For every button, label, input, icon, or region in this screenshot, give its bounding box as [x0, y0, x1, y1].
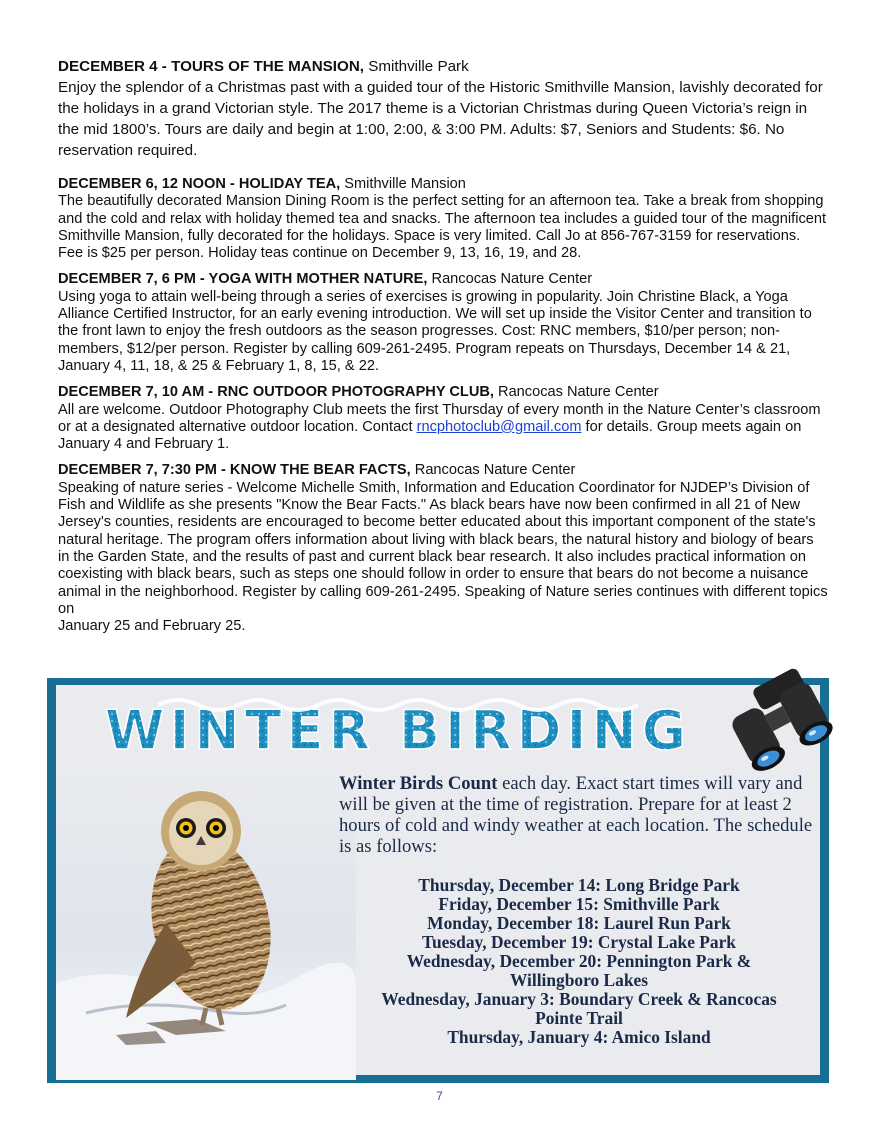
- event-location: Smithville Mansion: [340, 176, 466, 192]
- event-tours-of-the-mansion: [58, 56, 828, 161]
- schedule-row: Wednesday, December 20: Pennington Park &: [406, 951, 752, 971]
- event-location: Rancocas Nature Center: [427, 271, 593, 288]
- schedule-row: Friday, December 15: Smithville Park: [438, 894, 720, 914]
- intro-body: each day. Exact start times will vary and will be given at the time of registration. Prepare for at least 2 hours of cold and windy weather at each location. The schedule is as follows:: [339, 773, 813, 857]
- schedule-row: Monday, December 18: Laurel Run Park: [427, 913, 731, 933]
- event-description: All are welcome. Outdoor Photography Club meets the first Thursday of every month in the Nature Center’s classroom or at a designated alternative outdoor location. Contact rncphotoclub@gmail.com for details. Group meets again on January 4 and February 1.: [58, 401, 821, 453]
- winter-birding-banner: [104, 691, 692, 767]
- event-heading: DECEMBER 7, 7:30 PM - KNOW THE BEAR FACTS,: [58, 462, 411, 479]
- event-holiday-tea: [58, 176, 828, 262]
- schedule-row: Willingboro Lakes: [509, 970, 649, 990]
- event-description: The beautifully decorated Mansion Dining Room is the perfect setting for an afternoon tea. Take a break from shopping and the cold and relax with holiday themed tea and snacks. The afternoon tea includes a guided tour of the magnificent Smithville Mansion, fully decorated for the holidays. Space is very limited. Call Jo at 856-767-3159 for reservations. Fee is $25 per person. Holiday teas continue on December 9, 13, 16, 19, and 28.: [58, 193, 827, 262]
- schedule-row: Thursday, December 14: Long Bridge Park: [418, 875, 740, 895]
- event-photography-club: [58, 384, 828, 453]
- photoclub-email-link[interactable]: rncphotoclub@gmail.com: [416, 418, 582, 435]
- event-heading: DECEMBER 7, 10 AM - RNC OUTDOOR PHOTOGRAPHY CLUB,: [58, 384, 494, 401]
- event-heading: DECEMBER 4 - TOURS OF THE MANSION,: [58, 58, 365, 75]
- schedule-row: Wednesday, January 3: Boundary Creek & Rancocas: [381, 989, 777, 1009]
- schedule-row: Thursday, January 4: Amico Island: [447, 1027, 711, 1047]
- winter-birding-panel: [47, 678, 829, 1083]
- winter-birding-intro: [339, 773, 819, 857]
- event-description: Speaking of nature series - Welcome Michelle Smith, Information and Education Coordinator for NJDEP’s Division of Fish and Wildlife as she presents "Know the Bear Facts." As black bears have now been confirmed in all 21 of New Jersey's counties, residents are encouraged to become better educated about this important component of the state's natural heritage. The program offers information about living with black bears, the natural history and biology of bears in the Garden State, and the results of past and current black bear research. It also includes practical information on coexisting with black bears, such as steps one should follow in order to ensure that bears do not become a nuisance animal in the neighborhood. Register by calling 609-261-2495. Speaking of Nature series continues with different topics on: [58, 479, 828, 617]
- intro-lead: Winter Birds Count: [339, 773, 498, 794]
- binoculars-icon: [724, 669, 834, 769]
- event-location: Rancocas Nature Center: [410, 462, 576, 479]
- schedule-row: Pointe Trail: [535, 1008, 623, 1028]
- events-list: [58, 56, 828, 644]
- winter-birding-text: [339, 773, 819, 1047]
- event-description: Enjoy the splendor of a Christmas past with a guided tour of the Historic Smithville Mansion, lavishly decorated for the holidays in a grand Victorian style. The 2017 theme is a Victorian Christmas during Queen Victoria’s reign in the mid 1800’s. Tours are daily and begin at 1:00, 2:00, & 3:00 PM. Adults: $7, Seniors and Students: $6. No reservation required.: [58, 79, 823, 159]
- event-location: Rancocas Nature Center: [493, 384, 659, 401]
- event-yoga-with-mother-nature: [58, 271, 828, 375]
- page-number: 7: [436, 1089, 443, 1103]
- winter-birding-schedule: [339, 876, 819, 1047]
- event-heading: DECEMBER 6, 12 NOON - HOLIDAY TEA,: [58, 176, 341, 192]
- event-location: Smithville Park: [364, 58, 469, 75]
- event-description-last-line: January 25 and February 25.: [58, 618, 246, 635]
- event-know-the-bear-facts: [58, 462, 828, 635]
- event-description: Using yoga to attain well-being through a series of exercises is growing in popularity. Join Christine Black, a Yoga Alliance Certified Instructor, for an early evening introduction. We will set up inside the Visitor Center and transition to the front lawn to enjoy the fresh outdoors as the season progresses. Cost: RNC members, $10/per person; non-members, $12/per person. Register by calling 609-261-2495. Program repeats on Thursdays, December 14 & 21, January 4, 11, 18, & 25 & February 1, 8, 15, & 22.: [58, 288, 812, 374]
- winter-birding-panel-inner: [56, 685, 820, 1075]
- owl-photo: [56, 773, 356, 1080]
- schedule-row: Tuesday, December 19: Crystal Lake Park: [422, 932, 736, 952]
- banner-title: WINTER BIRDING: [104, 699, 692, 762]
- event-heading: DECEMBER 7, 6 PM - YOGA WITH MOTHER NATURE,: [58, 271, 428, 288]
